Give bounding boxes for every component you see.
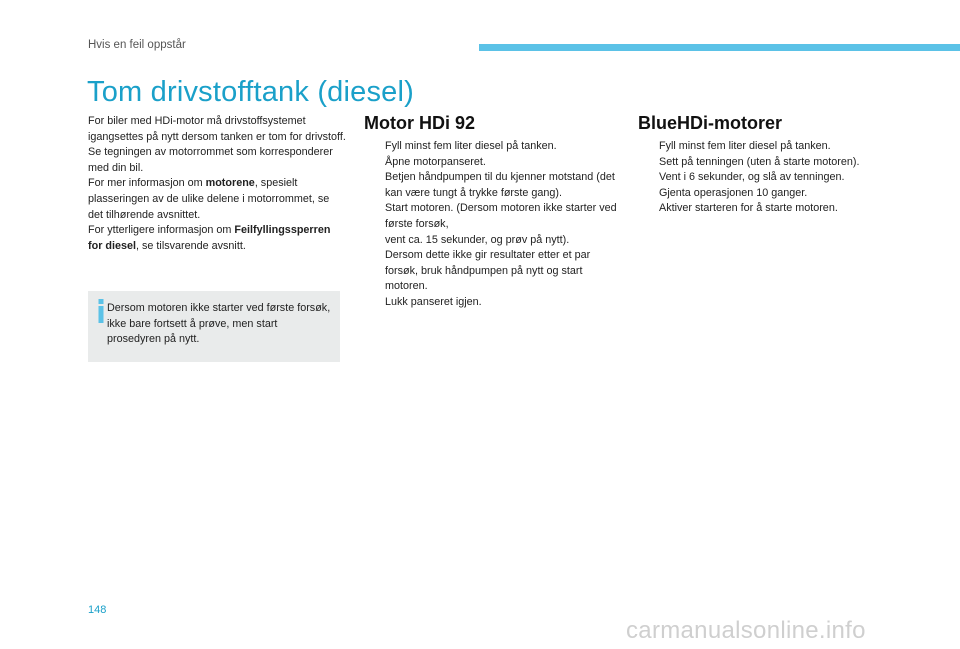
step-item: [364, 170, 622, 201]
step-text: Lukk panseret igjen.: [385, 295, 482, 308]
intro-text: [88, 114, 346, 254]
page-number: 148: [88, 604, 107, 616]
intro-paragraph: For mer informasjon om motorene, spesielt plasseringen av de ulike delene i motorrommet, se det tilhørende avsnittet.: [88, 177, 330, 221]
header-accent-bar: [479, 44, 960, 51]
step-item: [638, 139, 908, 155]
step-item: [638, 186, 908, 202]
intro-paragraph: For biler med HDi-motor må drivstoffsystemet igangsettes på nytt dersom tanken er tom for drivstoff. Se tegningen av motorrommet som korresponderer med din bil.: [88, 115, 346, 174]
info-icon: [97, 299, 105, 323]
step-text: vent ca. 15 sekunder, og prøv på nytt).: [385, 233, 570, 246]
step-text: Dersom dette ikke gir resultater etter et par forsøk, bruk håndpumpen på nytt og start motoren.: [385, 249, 591, 293]
note-text: Dersom motoren ikke starter ved første forsøk, ikke bare fortsett å prøve, men start prosedyren på nytt.: [107, 302, 331, 346]
step-item: [364, 248, 622, 295]
step-text: Betjen håndpumpen til du kjenner motstand (det kan være tungt å trykke første gang).: [385, 171, 615, 199]
step-text: Fyll minst fem liter diesel på tanken.: [659, 140, 831, 152]
hdi92-steps: [364, 139, 622, 311]
step-text: Vent i 6 sekunder, og slå av tenningen.: [659, 171, 845, 184]
step-item: [364, 139, 622, 155]
hdi92-heading: Motor HDi 92: [364, 113, 476, 133]
step-text: Sett på tenningen (uten å starte motoren).: [659, 155, 860, 168]
step-item: [364, 295, 622, 311]
watermark: carmanualsonline.info: [626, 617, 866, 644]
section-label: Hvis en feil oppstår: [88, 39, 186, 51]
step-text: Fyll minst fem liter diesel på tanken.: [385, 140, 557, 152]
bluehdi-heading: BlueHDi-motorer: [638, 113, 783, 133]
step-text: Åpne motorpanseret.: [385, 155, 486, 168]
step-item: [364, 233, 622, 249]
step-item: [638, 201, 908, 217]
info-note: [88, 291, 340, 362]
page-title: Tom drivstofftank (diesel): [87, 76, 415, 108]
step-item: [364, 155, 622, 171]
engine-link-text: motorene: [205, 177, 255, 190]
step-item: [638, 155, 908, 171]
bluehdi-steps: [638, 139, 908, 217]
misfuel-link-text: Feilfyllingssperren for diesel: [88, 224, 331, 252]
step-item: [364, 201, 622, 232]
step-item: [638, 170, 908, 186]
step-text: Aktiver starteren for å starte motoren.: [659, 202, 838, 215]
intro-paragraph: For ytterligere informasjon om Feilfyllingssperren for diesel, se tilsvarende avsnitt.: [88, 224, 331, 252]
step-text: Gjenta operasjonen 10 ganger.: [659, 186, 808, 199]
step-text: Start motoren. (Dersom motoren ikke starter ved første forsøk,: [385, 202, 617, 230]
